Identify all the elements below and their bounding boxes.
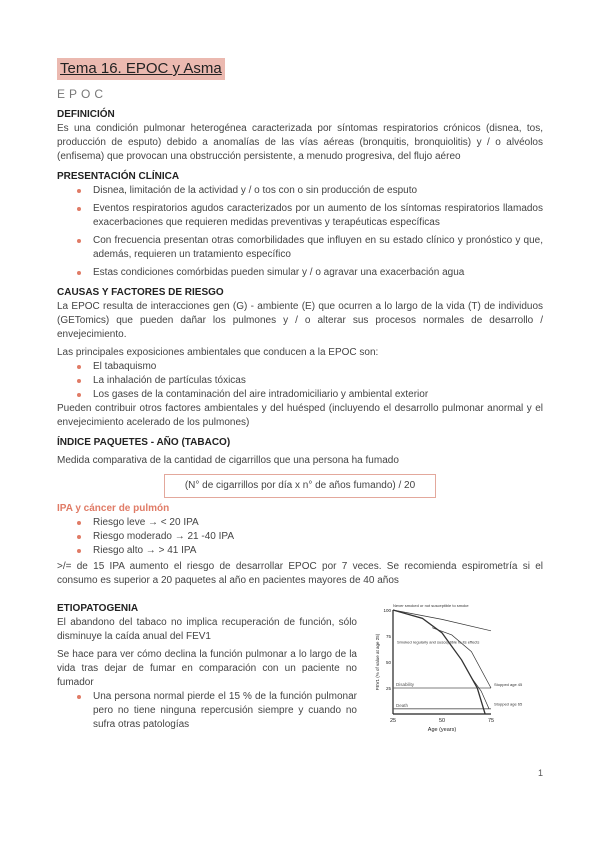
y-tick-label: 100 (383, 608, 391, 613)
series-line (432, 628, 491, 688)
ipa-section (57, 436, 543, 588)
paragraph: Es una condición pulmonar heterogénea caracterizada por síntomas respiratorios crónicos (disnea, tos, producción de esputo) debido a anomalías de las vías aéreas (bronquitis, bronquiolitis) y / o alvéolos (enfisema) que provocan una obstrucción persistente, a menudo progresiva, del flujo aéreo (57, 123, 543, 162)
page-title: Tema 16. EPOC y Asma (57, 58, 225, 80)
list-item: Riesgo alto → > 41 IPA (57, 544, 543, 558)
paragraph: Medida comparativa de la cantidad de cigarrillos que una persona ha fumado (57, 455, 399, 466)
list-item: Una persona normal pierde el 15 % de la función pulmonar pero no tiene ninguna repercusión siempre y cuando no sufra otras patologías (57, 690, 357, 732)
paragraph: Pueden contribuir otros factores ambientales y del huésped (incluyendo el desarrollo pulmonar anormal y el envejecimiento acelerado de los pulmones) (57, 403, 543, 428)
y-tick-label: 50 (385, 660, 391, 665)
heading: DEFINICIÓN (57, 109, 115, 120)
section-title: EPOC (57, 87, 108, 101)
series-label: Stopped age 45 (494, 681, 523, 687)
series-line (393, 610, 485, 714)
causas-section (57, 286, 543, 430)
y-axis-label: FEV1 (% of value at age 25) (375, 633, 380, 691)
paragraph: Las principales exposiciones ambientales que conducen a la EPOC son: (57, 347, 379, 358)
etiopatogenia-text (57, 602, 357, 732)
paragraph: Se hace para ver cómo declina la función pulmonar a lo largo de la vida tras dejar de fumar en comparación con un paciente no fumador (57, 649, 357, 688)
list-item: Los gases de la contaminación del aire intradomiciliario y ambiental exterior (57, 388, 543, 402)
list-item: Estas condiciones comórbidas pueden simular y / o agravar una exacerbación agua (57, 266, 543, 280)
etiopatogenia-section (57, 602, 543, 742)
series-label: Smoked regularly and susceptible to its effects (397, 639, 480, 645)
definicion-section (57, 108, 543, 164)
reference-label: Disability (396, 682, 415, 687)
list-item: La inhalación de partículas tóxicas (57, 374, 543, 388)
list-item: Riesgo leve → < 20 IPA (57, 516, 543, 530)
subheading: IPA y cáncer de pulmón (57, 503, 170, 514)
page-number: 1 (537, 768, 543, 778)
fev1-chart (371, 602, 543, 742)
list-item: Disnea, limitación de la actividad y / o tos con o sin producción de esputo (57, 184, 543, 198)
presentacion-section (57, 170, 543, 280)
list-item: El tabaquismo (57, 360, 543, 374)
x-axis-label: Age (years) (427, 727, 457, 733)
paragraph: El abandono del tabaco no implica recuperación de función, sólo disminuye la caída anual del FEV1 (57, 617, 357, 642)
list-item: Con frecuencia presentan otras comorbilidades que influyen en su estado clínico y pronóstico y que, además, requieren un tratamiento específico (57, 234, 543, 262)
y-tick-label: 75 (385, 634, 391, 639)
list-item: Eventos respiratorios agudos caracterizados por un aumento de los síntomas respiratorios llamados exacerbaciones que requieren medidas preventivas y terapéuticas específicas (57, 202, 543, 230)
series-line (393, 610, 491, 631)
paragraph: La EPOC resulta de interacciones gen (G) - ambiente (E) que ocurren a lo largo de la vida (T) de individuos (GETomics) que pueden dañar los pulmones y / o alterar sus procesos normales de desarrollo / envejecimiento. (57, 301, 543, 340)
x-tick-label: 25 (389, 718, 397, 724)
heading: CAUSAS Y FACTORES DE RIESGO (57, 287, 224, 298)
paragraph: >/= de 15 IPA aumento el riesgo de desarrollar EPOC por 7 veces. Se recomienda espirometría si el consumo es superior a 20 paquetes al año en pacientes mayores de 40 años (57, 561, 543, 586)
heading: PRESENTACIÓN CLÍNICA (57, 171, 180, 182)
list-item: Riesgo moderado → 21 -40 IPA (57, 530, 543, 544)
series-label: Stopped age 65 (494, 701, 523, 707)
heading: ÍNDICE PAQUETES - AÑO (TABACO) (57, 437, 231, 448)
y-tick-label: 25 (385, 686, 391, 691)
x-tick-label: 50 (438, 718, 446, 724)
series-label: Never smoked or not susceptible to smoke (393, 603, 469, 608)
reference-label: Death (396, 702, 409, 708)
heading: ETIOPATOGENIA (57, 603, 139, 614)
formula-box: (N° de cigarrillos por día x n° de años fumando) / 20 (164, 474, 436, 498)
x-tick-label: 75 (487, 718, 495, 724)
